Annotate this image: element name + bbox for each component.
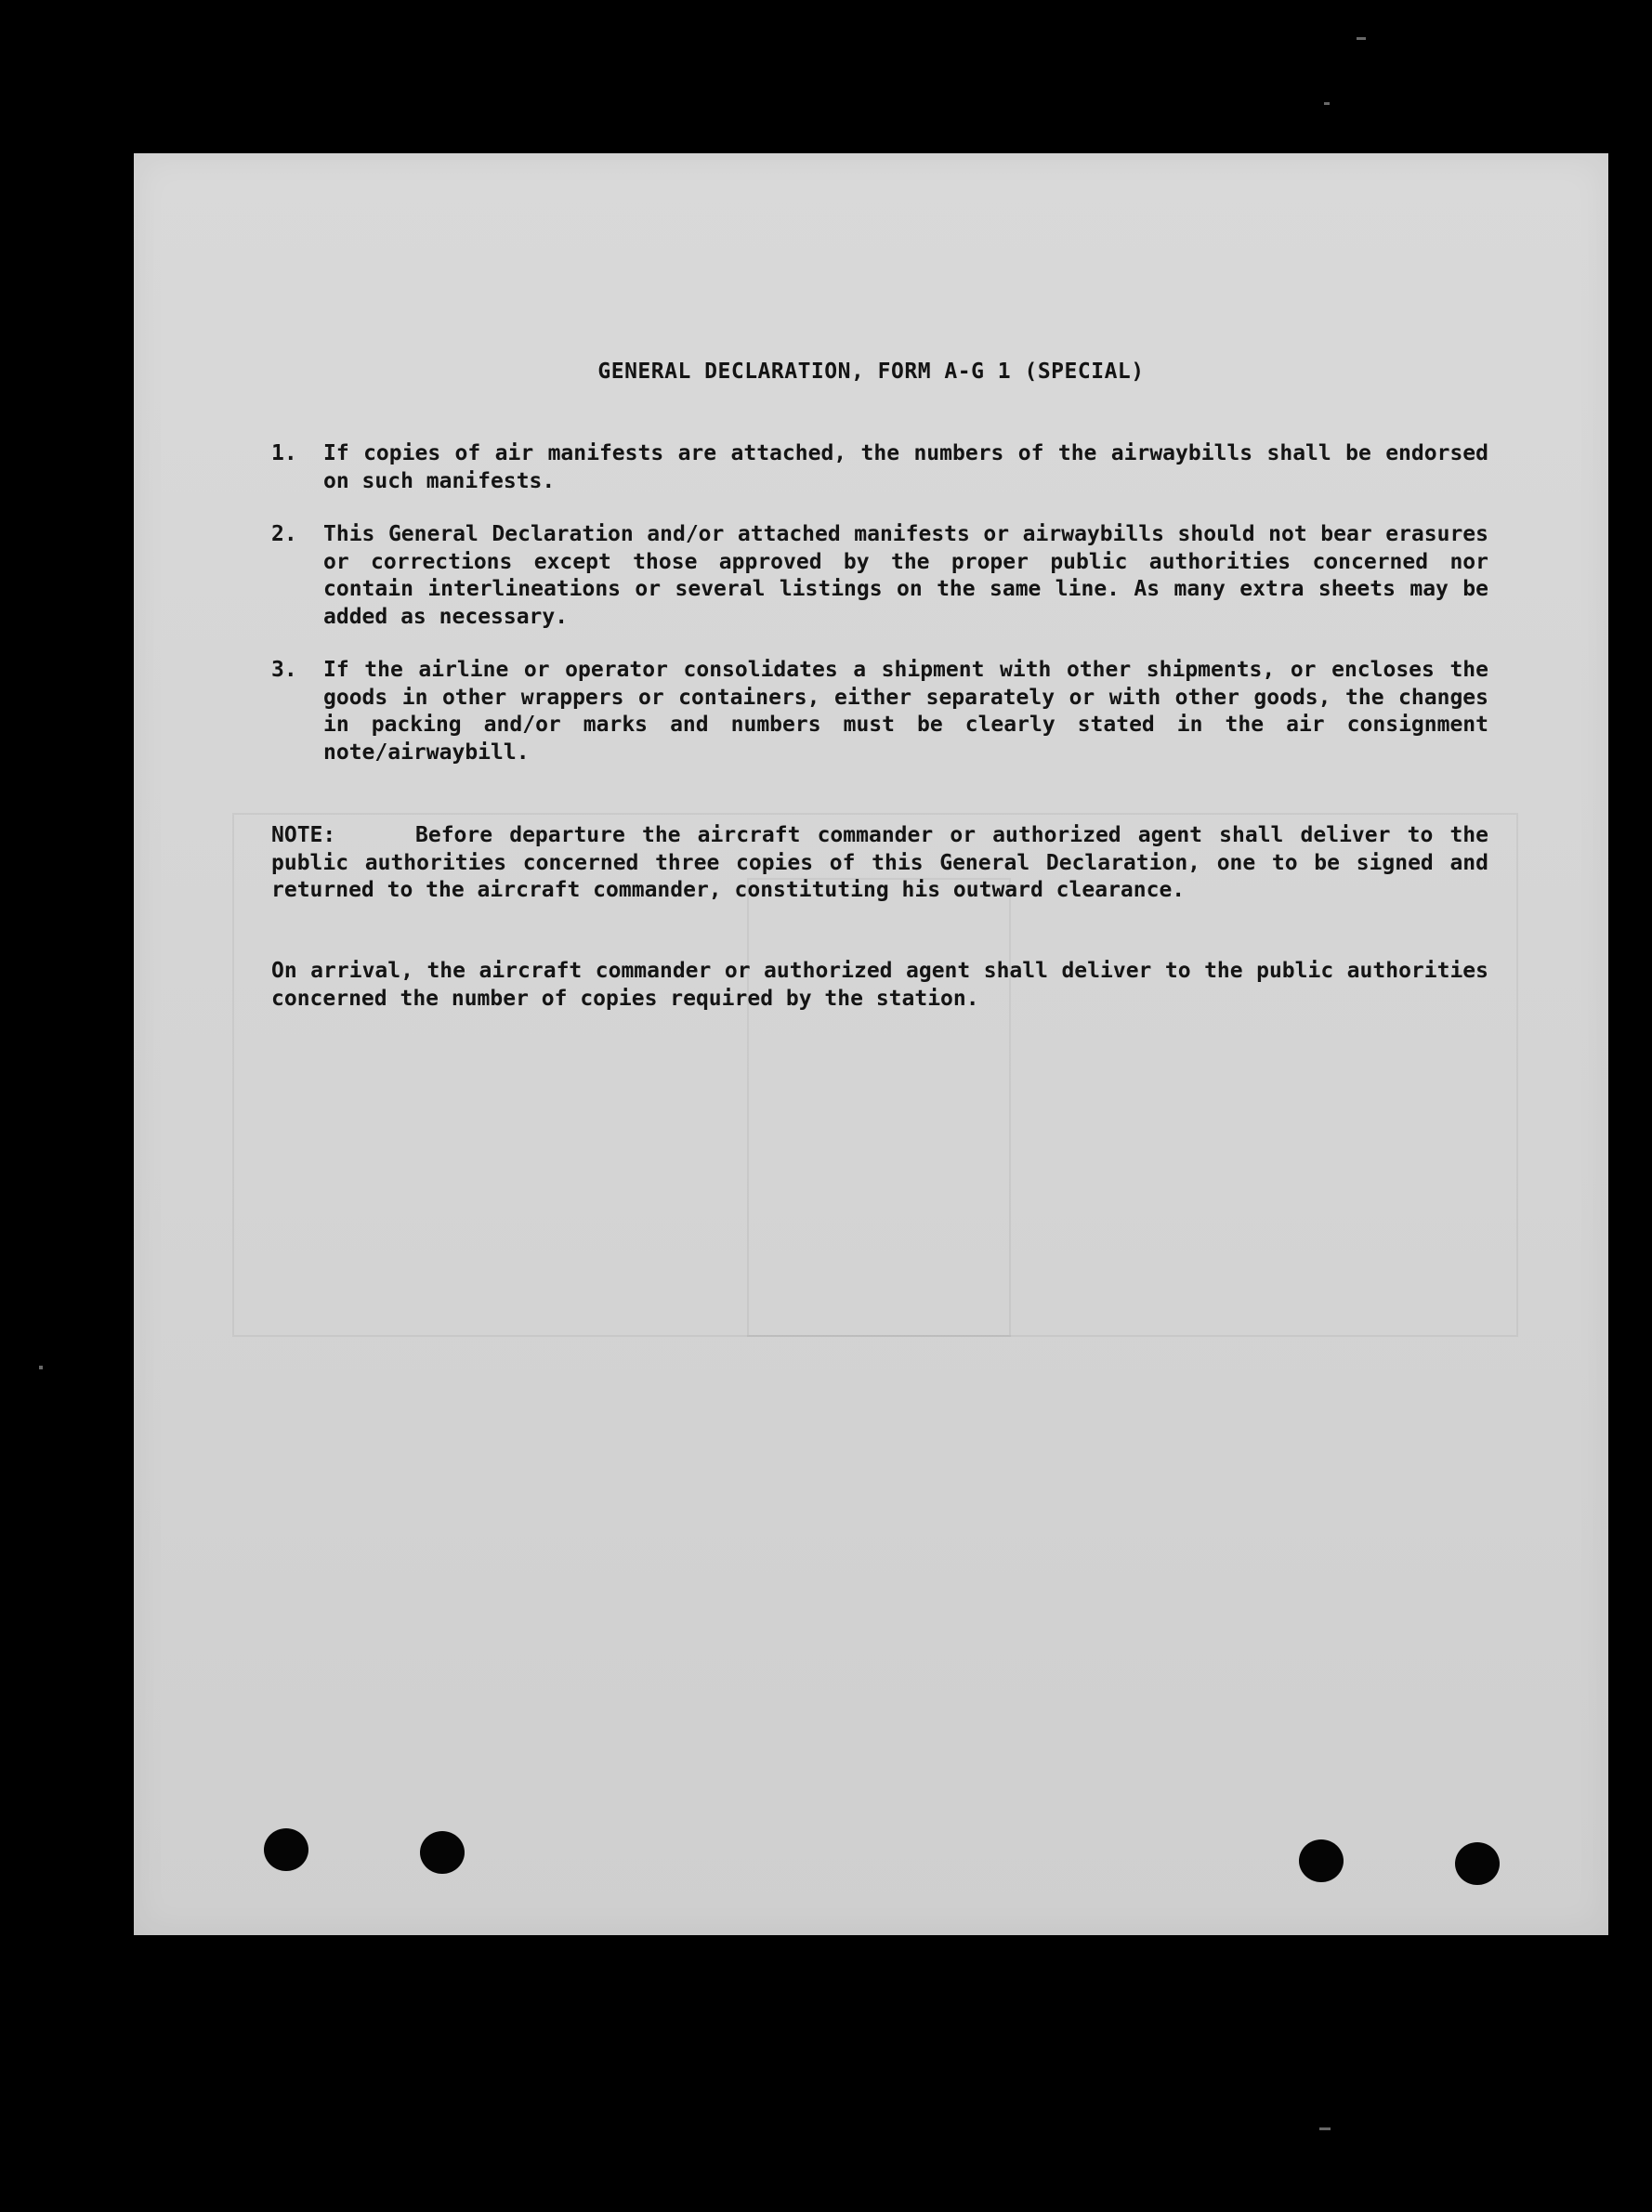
note-label: NOTE: bbox=[271, 823, 336, 847]
note-paragraph bbox=[271, 822, 1488, 905]
item-number: 1. bbox=[271, 441, 297, 465]
instructions-list-3 bbox=[271, 657, 1488, 766]
instruction-item-1 bbox=[271, 440, 1488, 495]
item-text: If copies of air manifests are attached, the numbers of the airwaybills shall be endorsed on such manifests. bbox=[323, 441, 1488, 493]
item-number: 3. bbox=[271, 658, 297, 682]
bleed-through-column bbox=[747, 878, 1011, 1337]
scan-speck bbox=[1357, 37, 1366, 40]
punch-hole-icon bbox=[1455, 1842, 1500, 1885]
item-text: If the airline or operator consolidates a shipment with other shipments, or encloses the goods in other wrappers or containers, either separately or with other goods, the changes in packing and/or marks and numbers must be clearly stated in the air consignment note/airwaybill. bbox=[323, 658, 1488, 765]
document-title: GENERAL DECLARATION, FORM A-G 1 (SPECIAL) bbox=[597, 360, 1145, 384]
punch-hole-icon bbox=[1299, 1839, 1344, 1882]
arrival-section bbox=[271, 958, 1488, 1013]
instructions-list bbox=[271, 440, 1488, 495]
note-text: Before departure the aircraft commander or authorized agent shall deliver to the public authorities concerned three copies of this General Declaration, one to be signed and returned to the aircraft commander, constituting his outward clearance. bbox=[271, 823, 1488, 902]
instruction-item-3 bbox=[271, 657, 1488, 766]
item-text: This General Declaration and/or attached manifests or airwaybills should not bear erasures or corrections except those approved by the proper public authorities concerned nor contain interlineations or several listings on the same line. As many extra sheets may be added as necessary. bbox=[323, 522, 1488, 629]
scan-speck bbox=[39, 1366, 43, 1369]
scan-speck bbox=[1324, 102, 1330, 105]
instructions-list-2 bbox=[271, 521, 1488, 631]
note-section bbox=[271, 822, 1488, 905]
scan-speck bbox=[1319, 2127, 1331, 2130]
item-number: 2. bbox=[271, 522, 297, 546]
punch-hole-icon bbox=[264, 1828, 308, 1871]
punch-hole-icon bbox=[420, 1831, 465, 1874]
arrival-paragraph: On arrival, the aircraft commander or authorized agent shall deliver to the public authorities concerned the number of copies required by the station. bbox=[271, 959, 1488, 1011]
instruction-item-2 bbox=[271, 521, 1488, 631]
document-page bbox=[134, 153, 1608, 1935]
